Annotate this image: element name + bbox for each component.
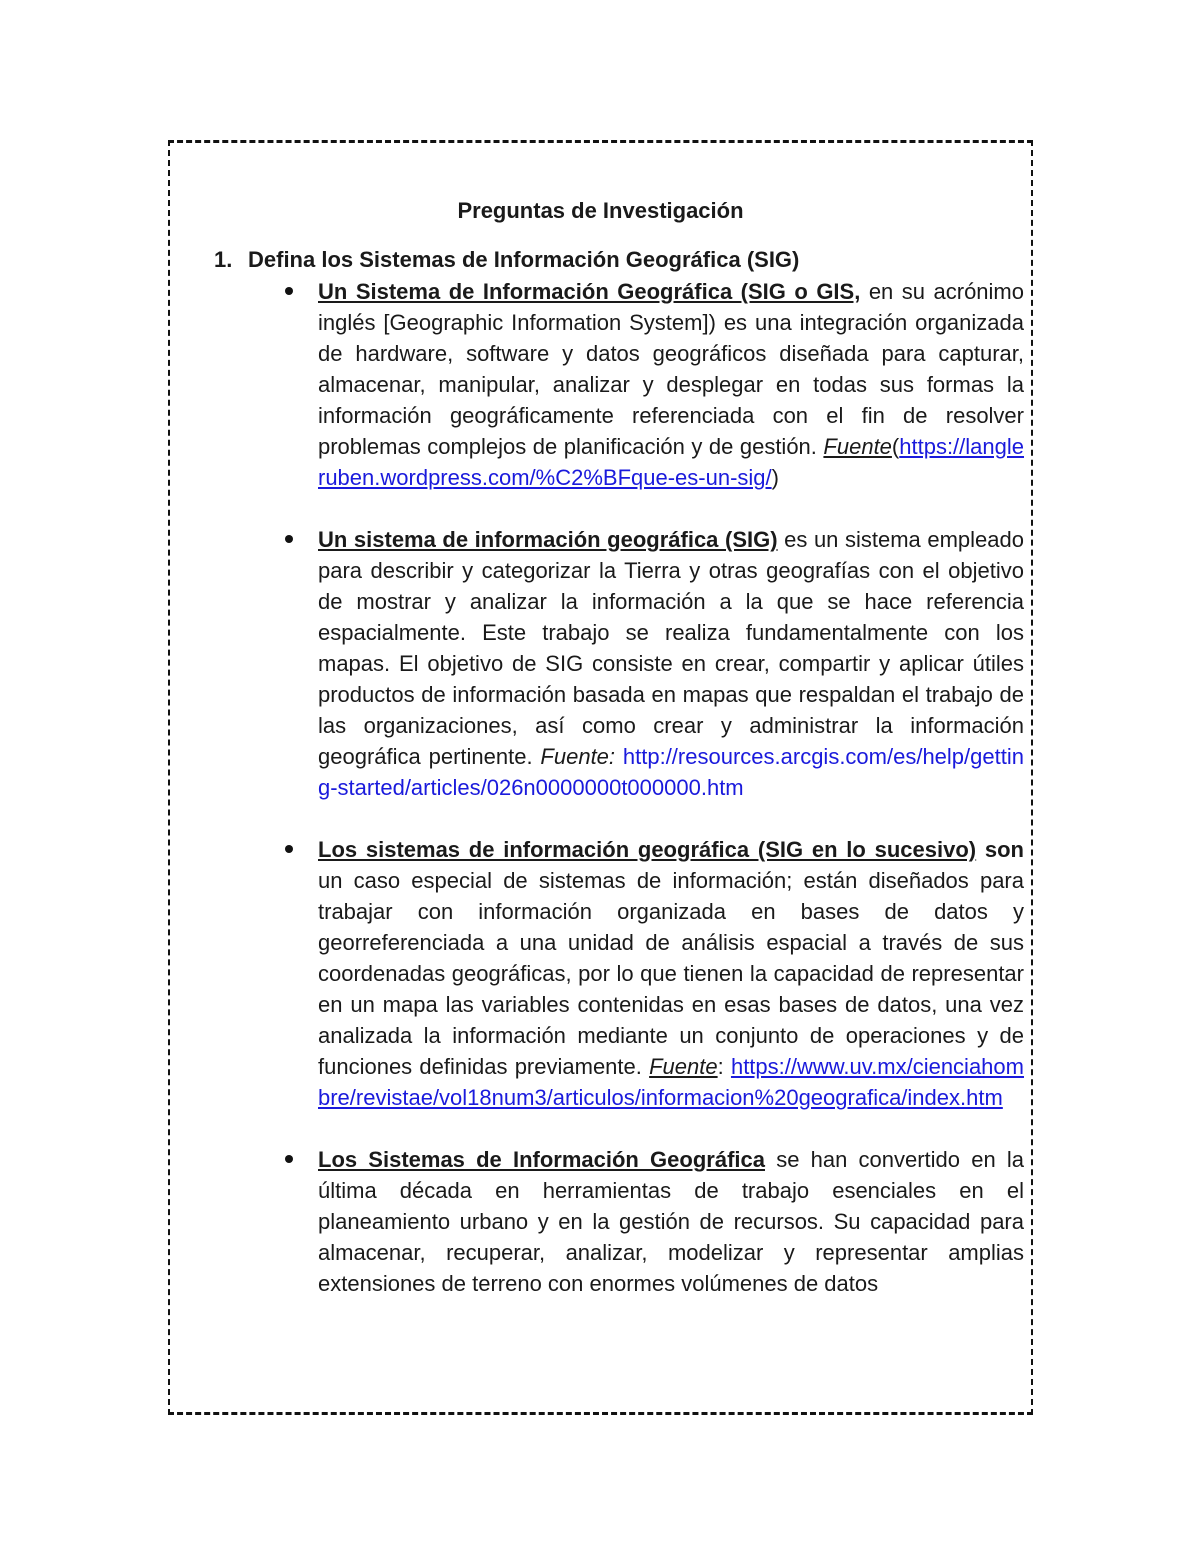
page-frame bbox=[168, 140, 1033, 1415]
source-link[interactable]: https://www.uv.mx/cienciahombre/revistae/vol18num3/articulos/informacion%20geografica/index.htm bbox=[318, 1054, 1024, 1110]
question-text: Defina los Sistemas de Información Geográfica (SIG) bbox=[248, 247, 800, 272]
bullet-icon bbox=[285, 845, 293, 853]
question-number: 1. bbox=[214, 247, 233, 272]
source-label: Fuente: bbox=[540, 744, 616, 769]
item-lead: Los sistemas de información geográfica (SIG en lo sucesivo) bbox=[318, 837, 977, 862]
item-lead-continuation: son bbox=[976, 837, 1024, 862]
item-lead: Un Sistema de Información Geográfica (SIG o GIS, bbox=[318, 279, 861, 304]
page-title: Preguntas de Investigación bbox=[457, 198, 744, 223]
item-body: se han convertido en la última década en herramientas de trabajo esenciales en el planeamiento urbano y en la gestión de recursos. Su capacidad para almacenar, recuperar, analizar, modelizar y representar amplias extensiones de terreno con enormes volúmenes de datos bbox=[318, 1147, 1024, 1296]
list-item bbox=[318, 524, 1024, 803]
list-item bbox=[318, 1144, 1024, 1299]
bullet-icon bbox=[285, 535, 293, 543]
link-open: ( bbox=[891, 434, 900, 459]
list-item bbox=[318, 834, 1024, 1113]
list-item bbox=[318, 276, 1024, 493]
definitions-list bbox=[318, 276, 1024, 1330]
source-label: Fuente bbox=[649, 1054, 718, 1079]
item-body: en su acrónimo inglés [Geographic Information System]) es una integración organizada de hardware, software y datos geográficos diseñada para capturar, almacenar, manipular, analizar y desplegar en todas sus formas la información geográficamente referenciada con el fin de resolver problemas complejos de planificación y de gestión. bbox=[318, 279, 1024, 459]
bullet-icon bbox=[285, 287, 293, 295]
link-close: ) bbox=[771, 465, 779, 490]
source-link[interactable]: http://resources.arcgis.com/es/help/getting-started/articles/026n0000000t000000.htm bbox=[318, 744, 1024, 800]
source-label: Fuente bbox=[823, 434, 892, 459]
item-lead: Un sistema de información geográfica (SIG) bbox=[318, 527, 778, 552]
source-colon: : bbox=[717, 1054, 731, 1079]
item-body: es un sistema empleado para describir y categorizar la Tierra y otras geografías con el objetivo de mostrar y analizar la información a la que se hace referencia espacialmente. Este trabajo se realiza fundamentalmente con los mapas. El objetivo de SIG consiste en crear, compartir y aplicar útiles productos de información basada en mapas que respaldan el trabajo de las organizaciones, así como crear y administrar la información geográfica pertinente. bbox=[318, 527, 1024, 769]
question-heading bbox=[214, 244, 799, 275]
bullet-icon bbox=[285, 1155, 293, 1163]
item-body: un caso especial de sistemas de información; están diseñados para trabajar con información organizada en bases de datos y georreferenciada a una unidad de análisis espacial a través de sus coordenadas geográficas, por lo que tienen la capacidad de representar en un mapa las variables contenidas en esas bases de datos, una vez analizada la información mediante un conjunto de operaciones y de funciones definidas previamente. bbox=[318, 868, 1024, 1079]
source-link[interactable]: https://langleruben.wordpress.com/%C2%BFque-es-un-sig/ bbox=[318, 434, 1024, 490]
item-lead: Los Sistemas de Información Geográfica bbox=[318, 1147, 765, 1172]
